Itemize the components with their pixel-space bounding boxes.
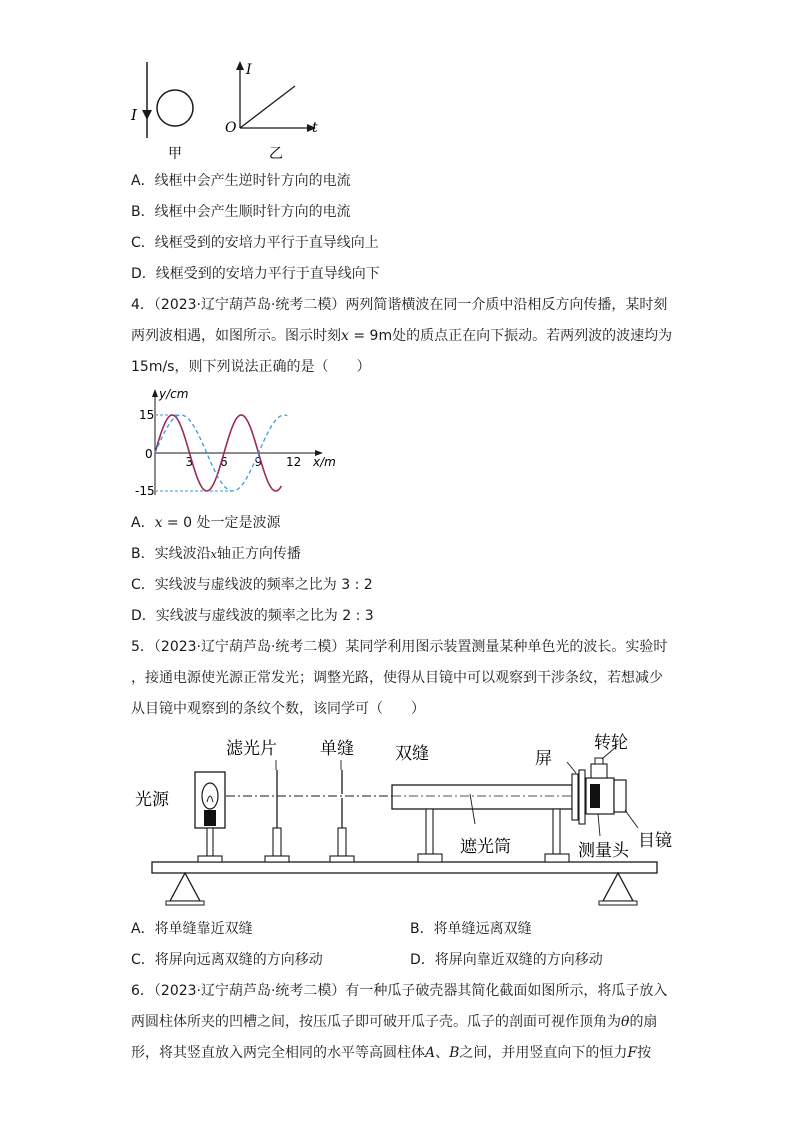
x-tick-label: 6 <box>220 455 228 469</box>
bench <box>152 862 657 873</box>
yi-origin-label: O <box>225 120 237 136</box>
yi-y-label: I <box>246 62 252 78</box>
q6-stem-line2: 两圆柱体所夹的凹槽之间，按压瓜子即可破开瓜子壳。瓜子的剖面可视作顶角为θ的扇 <box>131 1014 658 1030</box>
q3-option-b: B．线框中会产生顺时针方向的电流 <box>131 204 351 220</box>
wheel <box>591 764 607 778</box>
filter <box>265 770 289 862</box>
left-support <box>170 873 200 901</box>
q5-option-c: C．将屏向远离双缝的方向移动 <box>131 952 323 968</box>
q4-option-c: C．实线波与虚线波的频率之比为 3 : 2 <box>131 577 373 593</box>
q4-option-a: A．x = 0 处一定是波源 <box>131 515 281 531</box>
q4-stem-line2: 两列波相遇，如图所示。图示时刻x = 9m处的质点正在向下振动。若两列波的波速均为 <box>131 328 673 344</box>
label-filter: 滤光片 <box>226 739 277 759</box>
label-double-slit: 双缝 <box>395 744 429 764</box>
q3-option-c: C．线框受到的安培力平行于直导线向上 <box>131 235 379 251</box>
q5-stem <box>131 632 666 725</box>
x-tick-label: 9 <box>254 455 263 469</box>
label-eyepiece: 目镜 <box>638 831 672 851</box>
wave-y-label: y/cm <box>159 387 189 401</box>
label-tube: 遮光筒 <box>460 837 511 857</box>
y-tick-label: -15 <box>135 484 155 498</box>
wave-y-arrow <box>152 389 158 397</box>
label-screen: 屏 <box>535 749 552 769</box>
label-source: 光源 <box>135 790 169 810</box>
q4-stem-line3: 15m/s，则下列说法正确的是（ ） <box>131 359 371 375</box>
y-tick-label: 15 <box>139 408 155 422</box>
right-support <box>603 873 633 901</box>
yi-y-arrow <box>236 61 244 70</box>
q5-option-b: B．将单缝远离双缝 <box>410 921 532 937</box>
yi-x-label: t <box>312 120 318 136</box>
label-measuring-head: 测量头 <box>578 841 629 861</box>
q4-stem-line1: 4．（2023·辽宁葫芦岛·统考二模）两列简谐横波在同一介质中沿相反方向传播，某时刻 <box>131 297 668 313</box>
eyepiece <box>614 780 626 812</box>
figure-yi <box>225 61 318 162</box>
x-tick-label: 3 <box>185 455 194 469</box>
q3-option-a: A．线框中会产生逆时针方向的电流 <box>131 173 351 189</box>
q3-option-d: D．线框受到的安培力平行于直导线向下 <box>131 266 380 282</box>
q5-stem-line1: 5．（2023·辽宁葫芦岛·统考二模）某同学利用图示装置测量某种单色光的波长。实验时 <box>131 639 668 655</box>
measuring-head <box>572 758 626 824</box>
figure-jia-yi <box>125 58 345 168</box>
x-tick-label: 12 <box>286 455 302 469</box>
wire-current-label: I <box>131 106 137 124</box>
caption-yi: 乙 <box>269 146 283 162</box>
q6-stem-line3: 形，将其竖直放入两完全相同的水平等高圆柱体A、B之间，并用竖直向下的恒力F按 <box>131 1045 652 1061</box>
current-arrow <box>142 110 152 120</box>
figure-jia <box>130 62 193 162</box>
double-slit-apparatus <box>130 728 690 910</box>
label-wheel: 转轮 <box>594 733 628 753</box>
caption-jia: 甲 <box>168 146 182 162</box>
q5-option-a: A．将单缝靠近双缝 <box>131 921 253 937</box>
wave-chart <box>135 380 350 505</box>
single-slit <box>330 770 354 862</box>
label-single-slit: 单缝 <box>320 739 354 759</box>
yi-current-line <box>240 86 295 128</box>
q4-option-d: D．实线波与虚线波的频率之比为 2 : 3 <box>131 608 374 624</box>
q6-stem-line1: 6．（2023·辽宁葫芦岛·统考二模）有一种瓜子破壳器其简化截面如图所示，将瓜子放入 <box>131 983 668 999</box>
q5-stem-line2: ，接通电源使光源正常发光；调整光路，使得从目镜中可以观察到干涉条纹，若想减少 <box>131 670 663 686</box>
q5-stem-line3: 从目镜中观察到的条纹个数，该同学可（ ） <box>131 701 425 717</box>
wave-origin-label: 0 <box>145 447 153 461</box>
q5-option-d: D．将屏向靠近双缝的方向移动 <box>410 952 603 968</box>
left-support-base <box>166 901 204 905</box>
right-support-base <box>599 901 637 905</box>
wave-x-label: x/m <box>313 455 336 469</box>
q6-stem <box>131 976 666 1069</box>
coil-loop <box>157 90 193 126</box>
q4-option-b: B．实线波沿x轴正方向传播 <box>131 546 301 562</box>
light-source <box>195 772 225 862</box>
q4-stem <box>131 290 673 383</box>
bulb-base <box>204 810 216 826</box>
